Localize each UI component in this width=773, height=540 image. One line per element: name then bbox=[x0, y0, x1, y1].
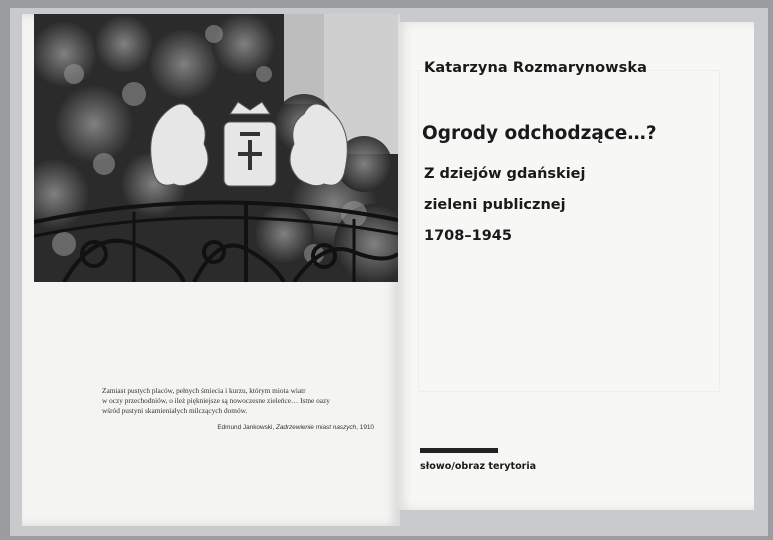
quote-line: w oczy przechodniów, o ileż piękniejsze są nowoczesne zieleńce… Istne oazy bbox=[102, 396, 330, 405]
attribution-year: , 1910 bbox=[356, 424, 374, 431]
attribution-author: Edmund Jankowski, bbox=[217, 424, 276, 431]
attribution-work: Zadrzewienie miast naszych bbox=[275, 424, 357, 431]
book-author: Katarzyna Rozmarynowska bbox=[424, 60, 648, 76]
epigraph-attribution bbox=[214, 424, 374, 431]
quote-line: Zamiast pustych placów, pełnych śmiecia i kurzu, którym miota wiatr bbox=[102, 386, 306, 395]
quote-line: wśród pustyni skamieniałych milczących domów. bbox=[102, 406, 248, 415]
publisher-rule bbox=[420, 448, 498, 453]
publisher-name: słowo/obraz terytoria bbox=[420, 461, 537, 472]
epigraph-quote bbox=[102, 386, 372, 416]
gate-photo bbox=[34, 14, 398, 282]
subtitle-line-2: zieleni publicznej bbox=[424, 197, 566, 213]
book-title: Ogrody odchodzące…? bbox=[422, 123, 657, 144]
subtitle-line-3: 1708–1945 bbox=[424, 228, 512, 244]
subtitle-line-1: Z dziejów gdańskiej bbox=[424, 166, 586, 182]
